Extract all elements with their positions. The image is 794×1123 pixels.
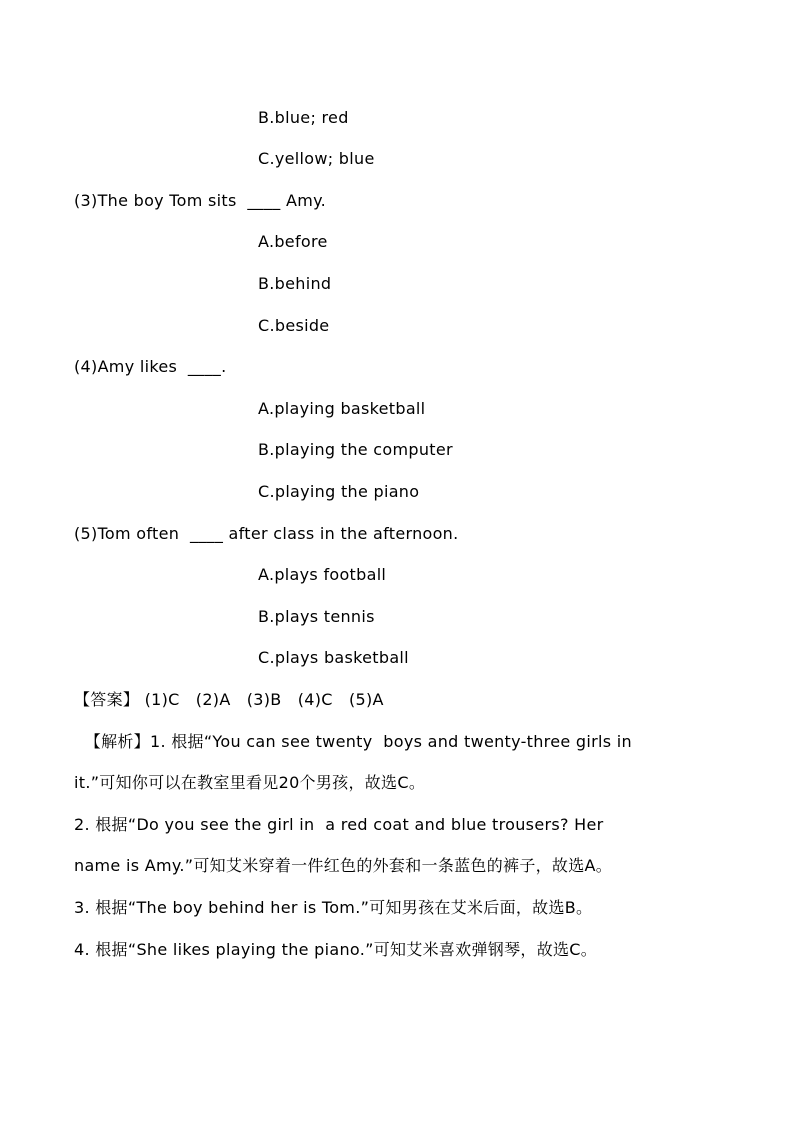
analysis-line-5: 3. 根据“The boy behind her is Tom.”可知男孩在艾米后面，故选B。 (74, 898, 593, 917)
q3-option-a: A.before (258, 232, 328, 251)
q3-option-b: B.behind (258, 274, 332, 293)
q2-option-b: B.blue; red (258, 108, 349, 127)
q4-option-b: B.playing the computer (258, 440, 453, 459)
q5-question: (5)Tom often ____ after class in the afternoon. (74, 524, 459, 543)
q3-question: (3)The boy Tom sits ____ Amy. (74, 191, 326, 210)
q4-question: (4)Amy likes ____. (74, 357, 227, 376)
q4-option-c: C.playing the piano (258, 482, 420, 501)
analysis-line-6: 4. 根据“She likes playing the piano.”可知艾米喜欢弹钢琴，故选C。 (74, 940, 598, 959)
q5-option-b: B.plays tennis (258, 607, 375, 626)
q5-option-a: A.plays football (258, 565, 387, 584)
analysis-line-1: 【解析】1. 根据“You can see twenty boys and twenty-three girls in (74, 732, 632, 751)
q4-option-a: A.playing basketball (258, 399, 426, 418)
q2-option-c: C.yellow; blue (258, 149, 375, 168)
q3-option-c: C.beside (258, 316, 330, 335)
answer-line: 【答案】 (1)C (2)A (3)B (4)C (5)A (74, 690, 384, 709)
analysis-line-4: name is Amy.”可知艾米穿着一件红色的外套和一条蓝色的裤子，故选A。 (74, 856, 613, 875)
analysis-line-3: 2. 根据“Do you see the girl in a red coat and blue trousers? Her (74, 815, 604, 834)
q5-option-c: C.plays basketball (258, 648, 409, 667)
analysis-line-2: it.”可知你可以在教室里看见20个男孩，故选C。 (74, 773, 426, 792)
